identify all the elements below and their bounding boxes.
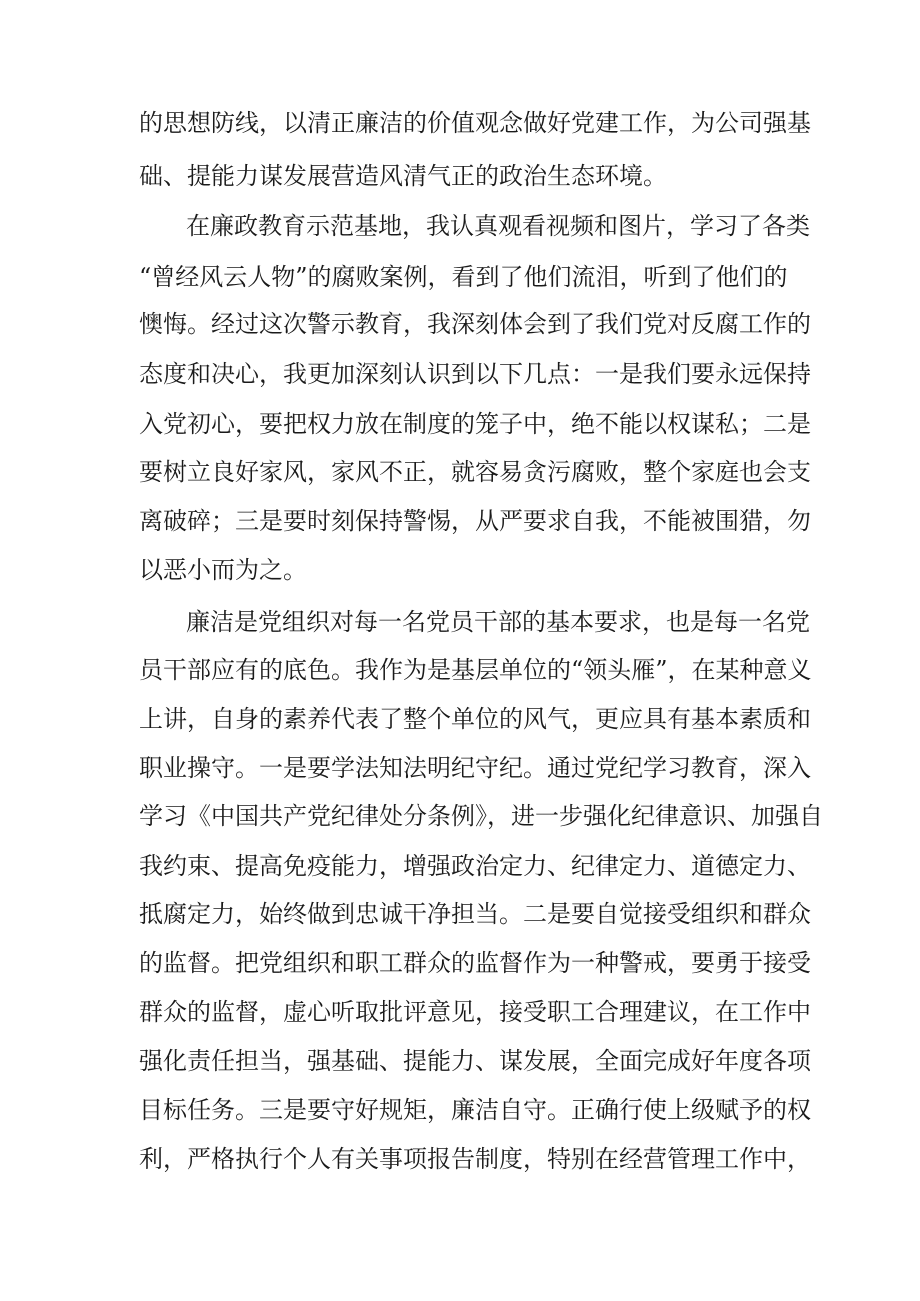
text-line: 目标任务。三是要守好规矩，廉洁自守。正确行使上级赋予的权 xyxy=(139,1096,811,1124)
text-line: 础、提能力谋发展营造风清气正的政治生态环境。 xyxy=(139,162,667,190)
text-line: 学习《中国共产党纪律处分条例》，进一步强化纪律意识、加强自 xyxy=(139,802,823,830)
text-line: 以恶小而为之。 xyxy=(139,556,307,584)
text-line: 职业操守。一是要学法知法明纪守纪。通过党纪学习教育，深入 xyxy=(139,754,811,782)
text-line: 懊悔。经过这次警示教育，我深刻体会到了我们党对反腐工作的 xyxy=(139,310,811,338)
text-line: 要树立良好家风，家风不正，就容易贪污腐败，整个家庭也会支 xyxy=(139,458,811,486)
text-line: 上讲，自身的素养代表了整个单位的风气，更应具有基本素质和 xyxy=(139,705,811,733)
text-line: 抵腐定力，始终做到忠诚干净担当。二是要自觉接受组织和群众 xyxy=(139,900,811,928)
text-line: 的思想防线，以清正廉洁的价值观念做好党建工作，为公司强基 xyxy=(139,109,811,137)
text-line: 态度和决心，我更加深刻认识到以下几点：一是我们要永远保持 xyxy=(139,360,811,388)
text-line: 利，严格执行个人有关事项报告制度，特别在经营管理工作中， xyxy=(139,1145,811,1173)
text-line: 廉洁是党组织对每一名党员干部的基本要求，也是每一名党 xyxy=(186,608,810,636)
text-line: 我约束、提高免疫能力，增强政治定力、纪律定力、道德定力、 xyxy=(139,852,811,880)
text-line: “曾经风云人物”的腐败案例，看到了他们流泪，听到了他们的 xyxy=(139,263,788,291)
text-line: 员干部应有的底色。我作为是基层单位的“领头雁”，在某种意义 xyxy=(139,656,812,684)
text-line: 的监督。把党组织和职工群众的监督作为一种警戒，要勇于接受 xyxy=(139,949,811,977)
text-line: 离破碎；三是要时刻保持警惕，从严要求自我，不能被围猎，勿 xyxy=(139,507,811,535)
text-line: 强化责任担当，强基础、提能力、谋发展，全面完成好年度各项 xyxy=(139,1047,811,1075)
text-line: 群众的监督，虚心听取批评意见，接受职工合理建议，在工作中 xyxy=(139,998,811,1026)
text-line: 入党初心，要把权力放在制度的笼子中，绝不能以权谋私；二是 xyxy=(139,410,811,438)
text-line: 在廉政教育示范基地，我认真观看视频和图片，学习了各类 xyxy=(186,212,810,240)
